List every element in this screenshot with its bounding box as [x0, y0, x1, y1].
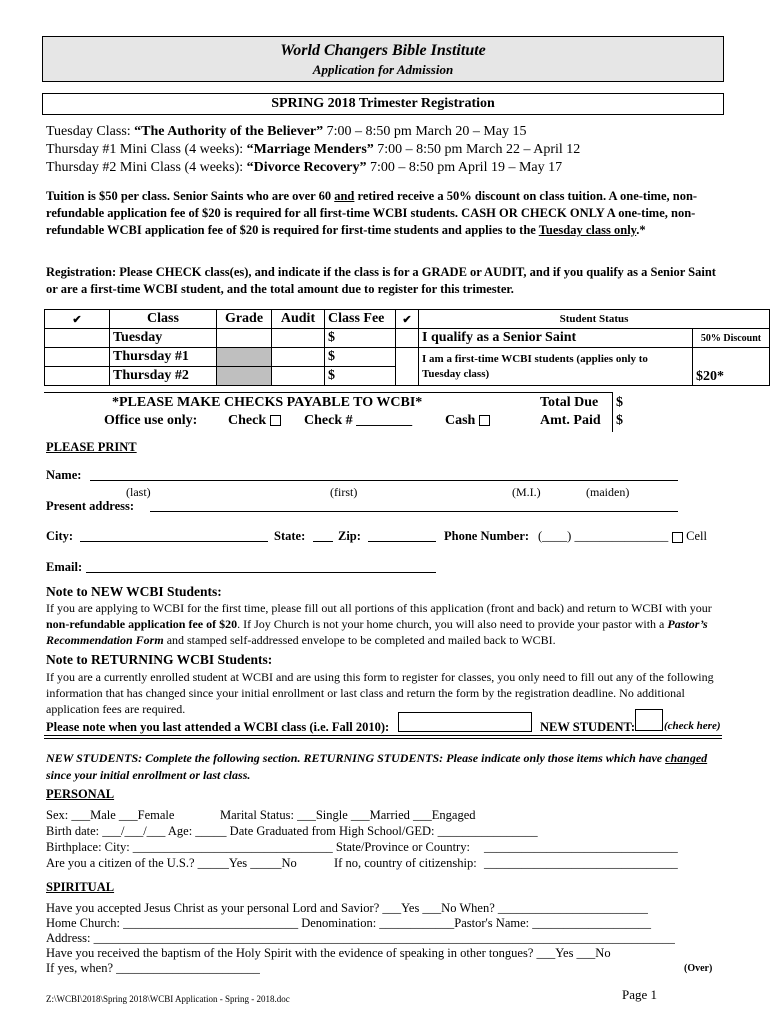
office-cash[interactable] — [445, 413, 490, 429]
firsttime-check-cell[interactable] — [396, 348, 419, 386]
last-attended-label: Please note when you last attended a WCBI class (i.e. Fall 2010): — [46, 720, 390, 734]
amt-paid-label: Amt. Paid — [540, 413, 601, 428]
senior-check-cell[interactable] — [396, 329, 419, 348]
name-input[interactable] — [90, 480, 678, 481]
amt-paid-value[interactable]: $ — [616, 413, 623, 428]
office-check-label: Check — [228, 413, 267, 428]
class-prefix: Tuesday Class: — [46, 124, 135, 139]
class-time: 7:00 – 8:50 pm April 19 – May 17 — [366, 160, 563, 175]
state-label: State: — [274, 529, 306, 543]
registration-instructions: Registration: Please CHECK class(es), and indicate if the class is for a GRADE or AUDIT, and if you qualify as a Senior Saint or are a first-time WCBI student, and the total amount due to register for this trimester. — [46, 265, 716, 296]
class-line-thursday1 — [46, 142, 580, 158]
class-time: 7:00 – 8:50 pm March 22 – April 12 — [373, 142, 581, 157]
email-input[interactable] — [86, 572, 436, 573]
page-number: Page 1 — [622, 987, 658, 1002]
instruction-changed: changed — [665, 751, 708, 765]
new-note-text-c: and stamped self-addressed envelope to be completed and mailed back to WCBI. — [163, 633, 556, 647]
tuesday-class: Tuesday — [110, 329, 217, 348]
new-note-text: If you are applying to WCBI for the first time, please fill out all portions of this application (front and back) and return to WCBI with your — [46, 601, 712, 615]
city-input[interactable] — [80, 541, 268, 542]
total-due-value[interactable]: $ — [616, 395, 623, 410]
instruction-text-b: since your initial enrollment or last class. — [46, 768, 251, 782]
table-divider-v — [612, 392, 613, 432]
title-box — [42, 36, 724, 82]
status-check-col — [396, 310, 419, 329]
class-name: “Divorce Recovery” — [246, 160, 367, 175]
total-due-label: Total Due — [540, 395, 599, 410]
city-label: City: — [46, 529, 74, 543]
phone-input[interactable]: (____) _______________ — [538, 529, 669, 543]
new-student-checkbox[interactable] — [635, 709, 663, 731]
citizen-field[interactable]: Are you a citizen of the U.S.? _____Yes _____No — [46, 856, 297, 870]
marital-field[interactable]: Marital Status: ___Single ___Married ___Engaged — [220, 808, 476, 822]
fee-header: Class Fee — [325, 310, 396, 329]
new-note-fee: non-refundable application fee of $20 — [46, 617, 238, 631]
checkbox-icon[interactable] — [479, 415, 490, 426]
thursday2-class: Thursday #2 — [110, 367, 217, 386]
new-students-heading: Note to NEW WCBI Students: — [46, 584, 222, 599]
footer-path: Z:\WCBI\2018\Spring 2018\WCBI Application - Spring - 2018.doc — [46, 994, 290, 1004]
birth-field[interactable]: Birth date: ___/___/___ Age: _____ Date Graduated from High School/GED: ________________ — [46, 824, 538, 838]
thursday1-grade-cell — [217, 348, 272, 367]
tuition-paragraph — [46, 188, 730, 239]
tuition-text-c: .* — [636, 223, 646, 237]
country-input[interactable]: _______________________________ — [484, 856, 678, 870]
class-name: “Marriage Menders” — [246, 142, 374, 157]
last-attended-input[interactable] — [398, 712, 532, 732]
senior-saint-label: I qualify as a Senior Saint — [419, 329, 693, 348]
class-prefix: Thursday #1 Mini Class (4 weeks): — [46, 142, 247, 157]
thursday2-grade-cell — [217, 367, 272, 386]
divider-2 — [44, 738, 722, 739]
tuition-text: Tuition is $50 per class. Senior Saints who are over 60 — [46, 189, 335, 203]
instruction-text: NEW STUDENTS: Complete the following section. RETURNING STUDENTS: Please indicate only those items which have — [46, 751, 666, 765]
please-print-heading: PLEASE PRINT — [46, 440, 137, 454]
email-label: Email: — [46, 560, 83, 574]
name-first-hint: (first) — [330, 485, 358, 499]
birthplace-field[interactable]: Birthplace: City: ________________________________ State/Province or Country: — [46, 840, 470, 854]
name-mi-hint: (M.I.) — [512, 485, 541, 499]
instruction-note — [46, 750, 726, 784]
registration-banner-text: SPRING 2018 Trimester Registration — [271, 96, 495, 111]
payable-note: *PLEASE MAKE CHECKS PAYABLE TO WCBI* — [112, 395, 423, 410]
registration-banner — [42, 93, 724, 115]
address-label: Present address: — [46, 499, 135, 513]
class-name: “The Authority of the Believer” — [134, 124, 324, 139]
personal-heading: PERSONAL — [46, 787, 115, 801]
cell-option[interactable] — [672, 529, 707, 544]
check-here-hint: (check here) — [664, 720, 721, 732]
accepted-field[interactable]: Have you accepted Jesus Christ as your personal Lord and Savior? ___Yes ___No When? ________________________ — [46, 901, 648, 915]
check-mark-icon: ✔ — [402, 313, 412, 326]
country-label: If no, country of citizenship: — [334, 856, 477, 870]
class-line-thursday2 — [46, 160, 562, 176]
name-last-hint: (last) — [126, 485, 151, 499]
name-label: Name: — [46, 468, 82, 482]
sex-field[interactable]: Sex: ___Male ___Female — [46, 808, 175, 822]
spiritual-heading: SPIRITUAL — [46, 880, 115, 894]
returning-note: If you are a currently enrolled student at WCBI and are using this form to register for classes, you only need to fill out any of the following information that has changed since your initial enrollment or last class and return the form by the registration deadline. No additional application fees are required. — [46, 670, 714, 716]
tuition-tuesday-only: Tuesday class only — [538, 223, 637, 237]
new-student-label: NEW STUDENT: — [540, 720, 636, 734]
over-note: (Over) — [684, 963, 713, 974]
first-time-fee: $20* — [693, 348, 770, 386]
new-note-text-b: . If Joy Church is not your home church, you will also need to provide your pastor with a — [237, 617, 668, 631]
tuition-and: and — [334, 189, 355, 203]
thursday2-check-cell[interactable] — [45, 367, 110, 386]
zip-input[interactable] — [368, 541, 436, 542]
class-time: 7:00 – 8:50 pm March 20 – May 15 — [323, 124, 527, 139]
baptism-when-field[interactable]: If yes, when? _______________________ — [46, 961, 260, 975]
thursday1-fee[interactable]: $ — [325, 348, 396, 367]
tuesday-check-cell[interactable] — [45, 329, 110, 348]
table-divider — [44, 392, 612, 393]
thursday2-audit-cell[interactable] — [272, 367, 325, 386]
new-students-note — [46, 600, 726, 648]
first-time-label: I am a first-time WCBI students (applies only to Tuesday class) — [419, 348, 693, 386]
office-check[interactable] — [228, 413, 281, 429]
returning-heading: Note to RETURNING WCBI Students: — [46, 652, 273, 667]
state-input[interactable] — [313, 541, 333, 542]
class-table — [44, 309, 770, 386]
discount-label: 50% Discount — [693, 329, 770, 348]
cell-label: Cell — [686, 529, 707, 543]
thursday2-fee[interactable]: $ — [325, 367, 396, 386]
class-line-tuesday — [46, 124, 527, 140]
church-address-field[interactable]: Address: _____________________________________________________________________________________________ — [46, 931, 675, 945]
tuesday-audit-cell[interactable] — [272, 329, 325, 348]
phone-label: Phone Number: — [444, 529, 530, 543]
pastor-form-ref: Pastor’s Recommendation Form — [46, 617, 708, 647]
checkbox-icon[interactable] — [270, 415, 281, 426]
birthplace-country-input[interactable]: _______________________________ — [484, 840, 678, 854]
divider-1 — [44, 735, 722, 736]
class-header: Class — [110, 310, 217, 329]
application-subtitle: Application for Admission — [312, 62, 454, 77]
thursday1-class: Thursday #1 — [110, 348, 217, 367]
grade-header: Grade — [217, 310, 272, 329]
baptism-field[interactable]: Have you received the baptism of the Holy Spirit with the evidence of speaking in other tongues? ___Yes ___No — [46, 946, 611, 960]
office-check-number[interactable]: Check # ________ — [304, 413, 413, 428]
zip-label: Zip: — [338, 529, 361, 543]
thursday1-check-cell[interactable] — [45, 348, 110, 367]
status-header: Student Status — [419, 310, 770, 329]
address-input[interactable] — [150, 511, 678, 512]
class-prefix: Thursday #2 Mini Class (4 weeks): — [46, 160, 247, 175]
check-mark-icon: ✔ — [72, 313, 82, 326]
name-maiden-hint: (maiden) — [586, 485, 630, 499]
office-use-label: Office use only: — [104, 413, 198, 428]
tuesday-grade-cell[interactable] — [217, 329, 272, 348]
checkbox-icon[interactable] — [672, 532, 683, 543]
institute-title: World Changers Bible Institute — [280, 42, 486, 59]
tuition-text-b: retired receive a 50% discount on class tuition. A one-time, non-refundable application fee of $20 is required for all first-time WCBI students. CASH OR CHECK ONLY A one-time, non-refundable WCBI application fee of $20 is required for first-time students and applies to the — [46, 189, 698, 237]
audit-header: Audit — [272, 310, 325, 329]
class-table-wrap — [44, 309, 770, 386]
tuesday-fee[interactable]: $ — [325, 329, 396, 348]
check-col-header — [45, 310, 110, 329]
office-cash-label: Cash — [445, 413, 476, 428]
thursday1-audit-cell[interactable] — [272, 348, 325, 367]
home-church-field[interactable]: Home Church: ____________________________ Denomination: ____________Pastor's Name: ___________________ — [46, 916, 651, 930]
